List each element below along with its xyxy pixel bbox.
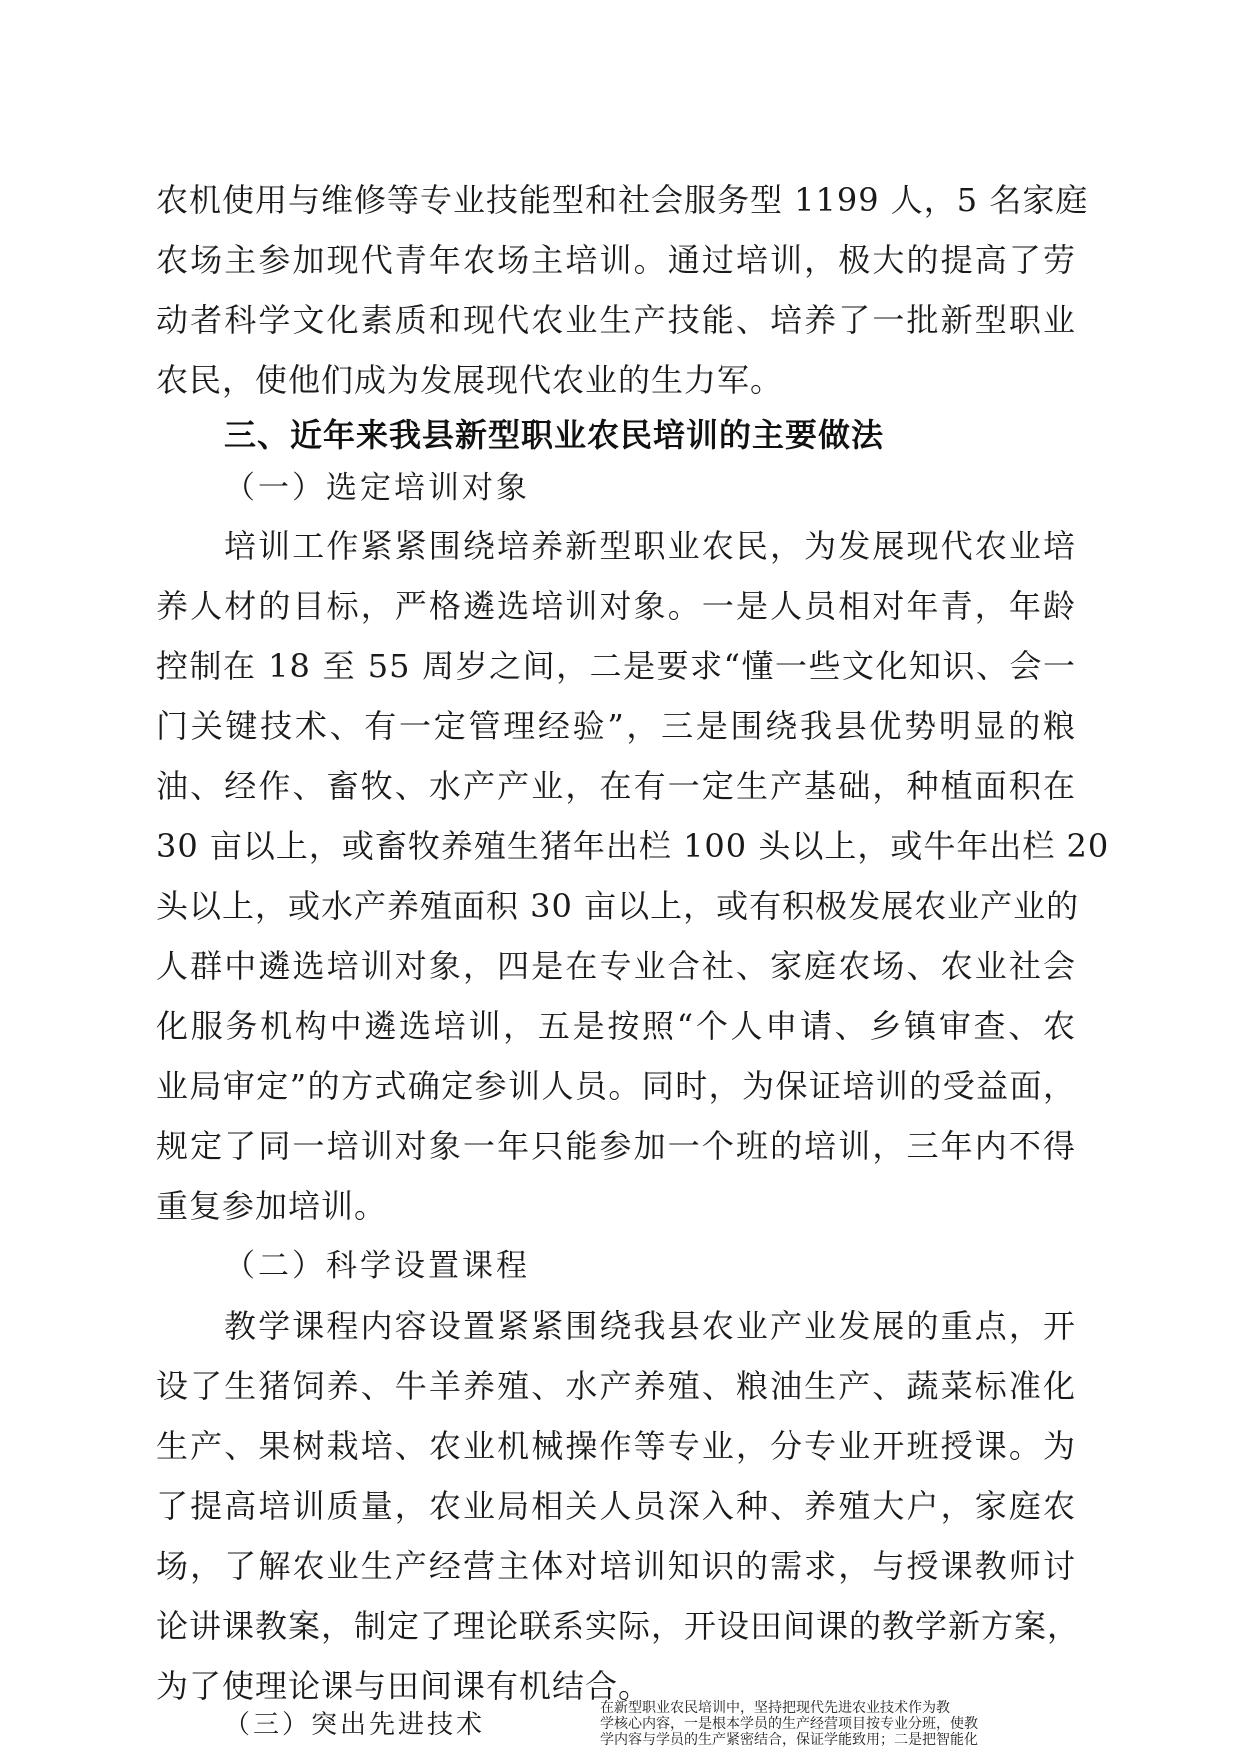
subsection-3-line-2: 学核心内容，一是根本学员的生产经营项目按专业分班，使教 <box>600 1716 978 1732</box>
subsection-2-line-6: 论讲课教案，制定了理论联系实际，开设田间课的教学新方案， <box>156 1607 1081 1645</box>
subsection-2-title: （二）科学设置课程 <box>224 1248 530 1284</box>
subsection-1-line-8: 人群中遴选培训对象，四是在专业合社、家庭农场、农业社会 <box>156 947 1076 985</box>
subsection-1-line-2: 养人材的目标，严格遴选培训对象。一是人员相对年青，年龄 <box>156 587 1076 625</box>
subsection-1-line-9: 化服务机构中遴选培训，五是按照“个人申请、乡镇审查、农 <box>156 1007 1076 1045</box>
subsection-2-line-5: 场，了解农业生产经营主体对培训知识的需求，与授课教师讨 <box>156 1547 1076 1585</box>
intro-line-2: 农场主参加现代青年农场主培训。通过培训，极大的提高了劳 <box>156 241 1076 279</box>
subsection-1-title: （一）选定培训对象 <box>224 470 530 506</box>
subsection-1-line-12: 重复参加培训。 <box>156 1187 388 1225</box>
intro-line-4: 农民，使他们成为发展现代农业的生力军。 <box>156 361 784 399</box>
subsection-3-title: （三）突出先进技术 <box>224 1710 486 1740</box>
subsection-1-line-1: 培训工作紧紧围绕培养新型职业农民，为发展现代农业培 <box>224 527 1076 565</box>
intro-line-1: 农机使用与维修等专业技能型和社会服务型 1199 人，5 名家庭 <box>156 181 1089 219</box>
subsection-3-body <box>600 1700 1076 1750</box>
subsection-2-line-1: 教学课程内容设置紧紧围绕我县农业产业发展的重点，开 <box>224 1307 1076 1345</box>
subsection-2-line-4: 了提高培训质量，农业局相关人员深入种、养殖大户，家庭农 <box>156 1487 1076 1525</box>
subsection-1-line-6: 30 亩以上，或畜牧养殖生猪年出栏 100 头以上，或牛年出栏 20 <box>156 827 1110 865</box>
subsection-2-line-7: 为了使理论课与田间课有机结合。 <box>156 1667 652 1705</box>
subsection-2-line-3: 生产、果树栽培、农业机械操作等专业，分专业开班授课。为 <box>156 1427 1076 1465</box>
subsection-1-line-4: 门关键技术、有一定管理经验”，三是围绕我县优势明显的粮 <box>156 707 1076 745</box>
subsection-1-line-11: 规定了同一培训对象一年只能参加一个班的培训，三年内不得 <box>156 1127 1076 1165</box>
subsection-1-line-7: 头以上，或水产养殖面积 30 亩以上，或有积极发展农业产业的 <box>156 887 1080 925</box>
section-heading: 三、近年来我县新型职业农民培训的主要做法 <box>224 416 885 454</box>
subsection-3-line-1: 在新型职业农民培训中，坚持把现代先进农业技术作为教 <box>600 1700 950 1716</box>
intro-line-3: 动者科学文化素质和现代农业生产技能、培养了一批新型职业 <box>156 301 1076 339</box>
subsection-1-line-10: 业局审定”的方式确定参训人员。同时，为保证培训的受益面， <box>156 1067 1076 1105</box>
subsection-1-line-3: 控制在 18 至 55 周岁之间，二是要求“懂一些文化知识、会一 <box>156 647 1076 685</box>
subsection-1-line-5: 油、经作、畜牧、水产产业，在有一定生产基础，种植面积在 <box>156 767 1076 805</box>
subsection-3-line-3: 学内容与学员的生产紧密结合，保证学能致用；二是把智能化 <box>600 1732 978 1748</box>
subsection-2-line-2: 设了生猪饲养、牛羊养殖、水产养殖、粮油生产、蔬菜标准化 <box>156 1367 1076 1405</box>
